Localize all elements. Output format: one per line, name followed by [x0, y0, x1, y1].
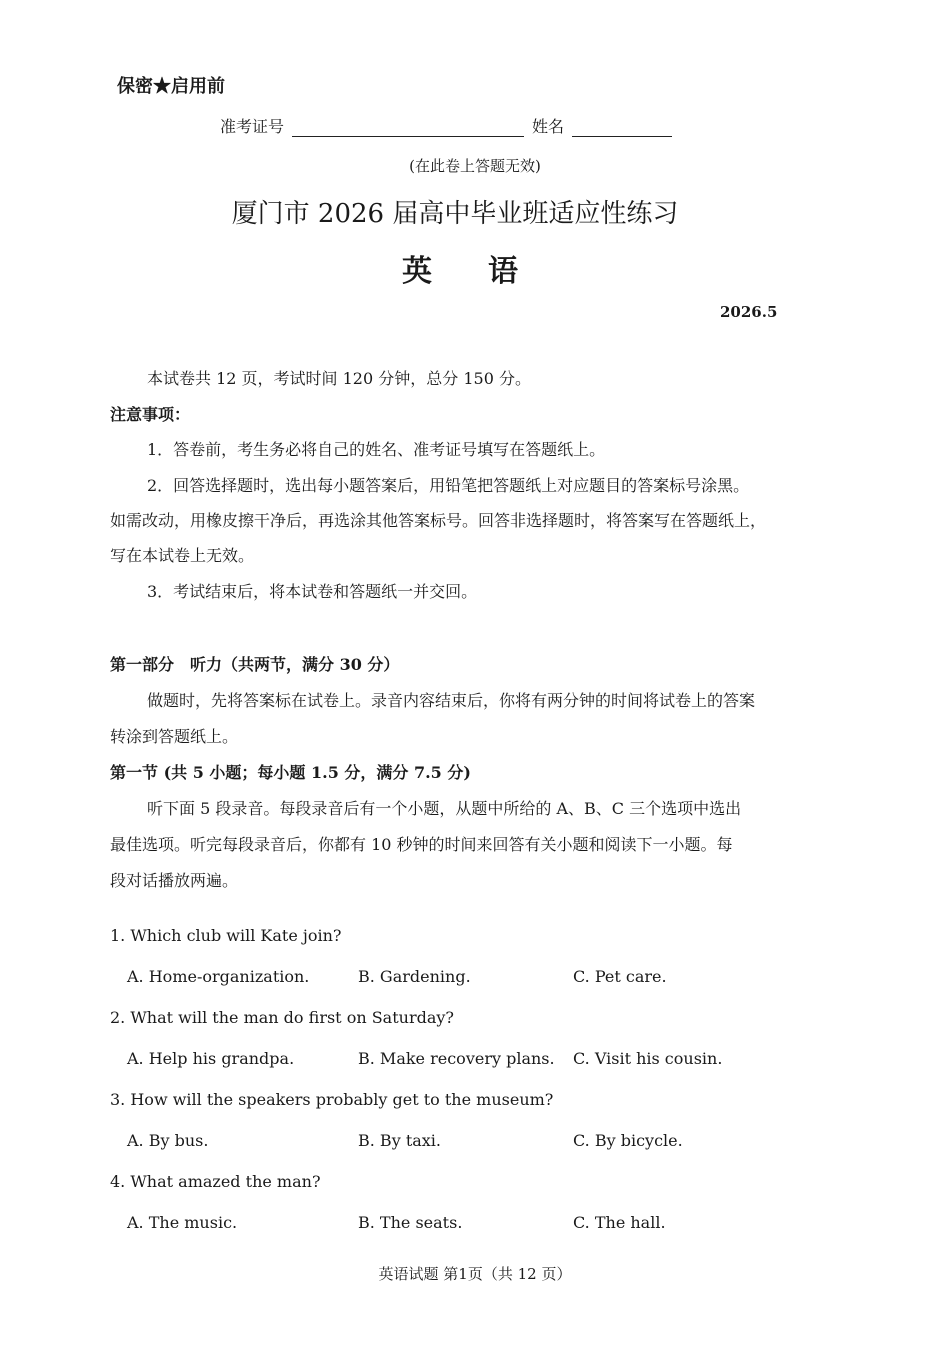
question-1-option-a: A. Home-organization.: [127, 967, 310, 986]
question-3-option-c: C. By bicycle.: [573, 1131, 683, 1150]
candidate-info-row: [220, 114, 680, 137]
section-1-instruction-line-3: 段对话播放两遍。: [110, 871, 239, 890]
question-2-stem: 2. What will the man do first on Saturday?: [110, 1008, 454, 1027]
invalid-note: (在此卷上答题无效): [409, 157, 541, 175]
question-1-stem: 1. Which club will Kate join?: [110, 926, 342, 945]
exam-date: 2026.5: [720, 303, 778, 321]
notice-item-3: 3．考试结束后，将本试卷和答题纸一并交回。: [147, 582, 478, 601]
question-4-option-c: C. The hall.: [573, 1213, 666, 1232]
question-4-option-a: A. The music.: [127, 1213, 238, 1232]
question-2-option-a: A. Help his grandpa.: [127, 1049, 295, 1068]
notice-heading: 注意事项：: [110, 405, 191, 424]
section-1-instruction-line-2: 最佳选项。听完每段录音后，你都有 10 秒钟的时间来回答有关小题和阅读下一小题。每: [110, 835, 733, 854]
ticket-number-blank: [292, 118, 524, 137]
exam-summary: 本试卷共 12 页，考试时间 120 分钟，总分 150 分。: [147, 369, 531, 388]
part-1-heading: 第一部分 听力（共两节，满分 30 分）: [110, 655, 400, 674]
notice-item-2-line-2: 如需改动，用橡皮擦干净后，再选涂其他答案标号。回答非选择题时，将答案写在答题纸上，: [110, 511, 767, 530]
question-2-option-b: B. Make recovery plans.: [358, 1049, 555, 1068]
name-label: 姓名: [532, 117, 565, 136]
question-3-option-b: B. By taxi.: [358, 1131, 442, 1150]
notice-item-1: 1．答卷前，考生务必将自己的姓名、准考证号填写在答题纸上。: [147, 440, 606, 459]
ticket-number-label: 准考证号: [220, 117, 285, 136]
confidential-label: 保密★启用前: [117, 76, 225, 97]
section-1-heading: 第一节 (共 5 小题；每小题 1.5 分，满分 7.5 分): [110, 763, 471, 782]
part-1-instruction-line-1: 做题时，先将答案标在试卷上。录音内容结束后，你将有两分钟的时间将试卷上的答案: [147, 691, 756, 710]
exam-title: 厦门市 2026 届高中毕业班适应性练习: [231, 199, 679, 229]
part-1-instruction-line-2: 转涂到答题纸上。: [110, 727, 239, 746]
section-1-instruction-line-1: 听下面 5 段录音。每段录音后有一个小题，从题中所给的 A、B、C 三个选项中选出: [147, 799, 742, 818]
question-1-option-b: B. Gardening.: [358, 967, 471, 986]
question-4-option-b: B. The seats.: [358, 1213, 463, 1232]
question-1-option-c: C. Pet care.: [573, 967, 667, 986]
question-4-stem: 4. What amazed the man?: [110, 1172, 321, 1191]
subject-title: 英语: [402, 254, 574, 289]
question-3-stem: 3. How will the speakers probably get to the museum?: [110, 1090, 554, 1109]
question-2-option-c: C. Visit his cousin.: [573, 1049, 723, 1068]
notice-item-2-line-1: 2．回答选择题时，选出每小题答案后，用铅笔把答题纸上对应题目的答案标号涂黑。: [147, 476, 750, 495]
page-footer: 英语试题 第1页（共 12 页）: [378, 1265, 572, 1283]
name-blank: [572, 118, 672, 137]
question-3-option-a: A. By bus.: [127, 1131, 209, 1150]
notice-item-2-line-3: 写在本试卷上无效。: [110, 546, 255, 565]
